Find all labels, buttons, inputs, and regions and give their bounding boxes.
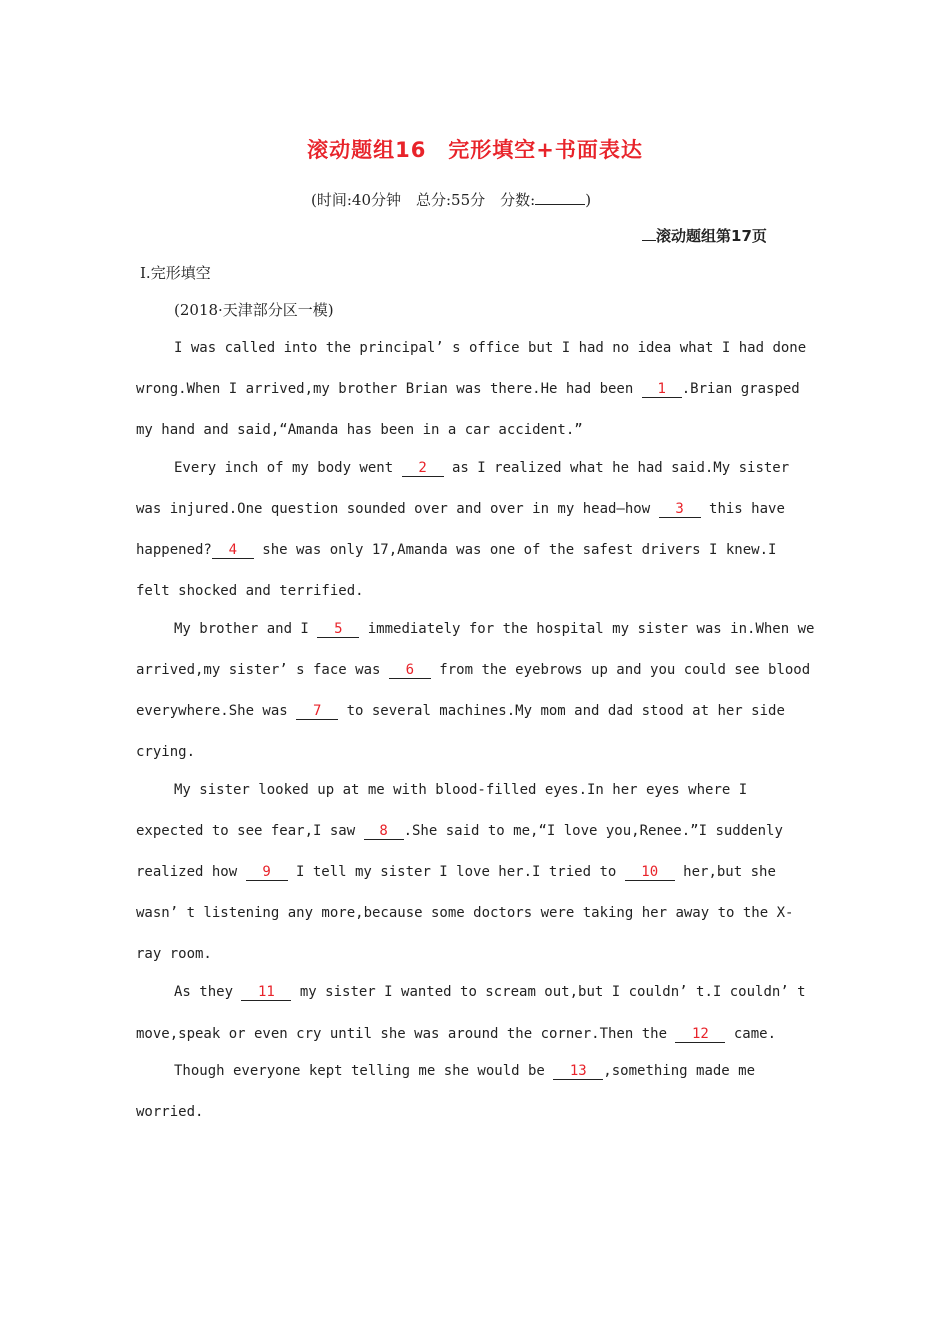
passage-line: Every inch of my body went 2 as I realized what he had said.My sister [174,460,790,476]
cloze-blank-12[interactable]: 12 [675,1026,725,1043]
passage-line: was injured.One question sounded over and over in my head—how 3 this have [136,501,785,517]
passage-source: (2018·天津部分区一模) [174,301,334,319]
page-ref-underline [642,226,656,241]
score-blank[interactable] [535,190,585,205]
cloze-blank-13[interactable]: 13 [553,1063,603,1080]
cloze-blank-7[interactable]: 7 [296,703,338,720]
cloze-blank-5[interactable]: 5 [317,621,359,638]
cloze-blank-2[interactable]: 2 [402,460,444,477]
cloze-blank-6[interactable]: 6 [389,662,431,679]
cloze-blank-1[interactable]: 1 [642,381,682,398]
passage-line: I was called into the principal’ s office but I had no idea what I had done [174,340,807,356]
cloze-blank-8[interactable]: 8 [364,823,404,840]
passage-line: felt shocked and terrified. [136,583,364,599]
page-title: 滚动题组16 完形填空+书面表达 [307,138,643,162]
cloze-blank-11[interactable]: 11 [241,984,291,1001]
passage-line: My sister looked up at me with blood-filled eyes.In her eyes where I [174,782,748,798]
passage-line: worried. [136,1104,204,1120]
section-heading: Ⅰ.完形填空 [140,264,211,282]
passage-line: realized how 9 I tell my sister I love her.I tried to 10 her,but she [136,864,776,880]
meta-suffix: ) [585,191,592,209]
page-reference [642,225,767,246]
meta-text: (时间:40分钟 总分:55分 分数: [311,191,536,209]
cloze-blank-10[interactable]: 10 [625,864,675,881]
exam-meta [311,189,591,210]
passage-line: expected to see fear,I saw 8 .She said to me,“I love you,Renee.”I suddenly [136,823,783,839]
passage-line: Though everyone kept telling me she would be 13 ,something made me [174,1063,756,1079]
passage-line: crying. [136,744,196,760]
passage-line: ray room. [136,946,212,962]
passage-line: wrong.When I arrived,my brother Brian was there.He had been 1 .Brian grasped [136,381,800,397]
passage-line: move,speak or even cry until she was around the corner.Then the 12 came. [136,1026,777,1042]
passage-line: My brother and I 5 immediately for the hospital my sister was in.When we [174,621,815,637]
passage-line: wasn’ t listening any more,because some doctors were taking her away to the X- [136,905,794,921]
passage-line: everywhere.She was 7 to several machines.My mom and dad stood at her side [136,703,785,719]
passage-line: happened? 4 she was only 17,Amanda was one of the safest drivers I knew.I [136,542,777,558]
passage-line: As they 11 my sister I wanted to scream out,but I couldn’ t.I couldn’ t [174,984,806,1000]
cloze-blank-3[interactable]: 3 [659,501,701,518]
passage-line: arrived,my sister’ s face was 6 from the eyebrows up and you could see blood [136,662,811,678]
cloze-blank-4[interactable]: 4 [212,542,254,559]
passage-line: my hand and said,“Amanda has been in a car accident.” [136,422,583,438]
cloze-blank-9[interactable]: 9 [246,864,288,881]
page-ref-text: 滚动题组第17页 [656,227,767,245]
